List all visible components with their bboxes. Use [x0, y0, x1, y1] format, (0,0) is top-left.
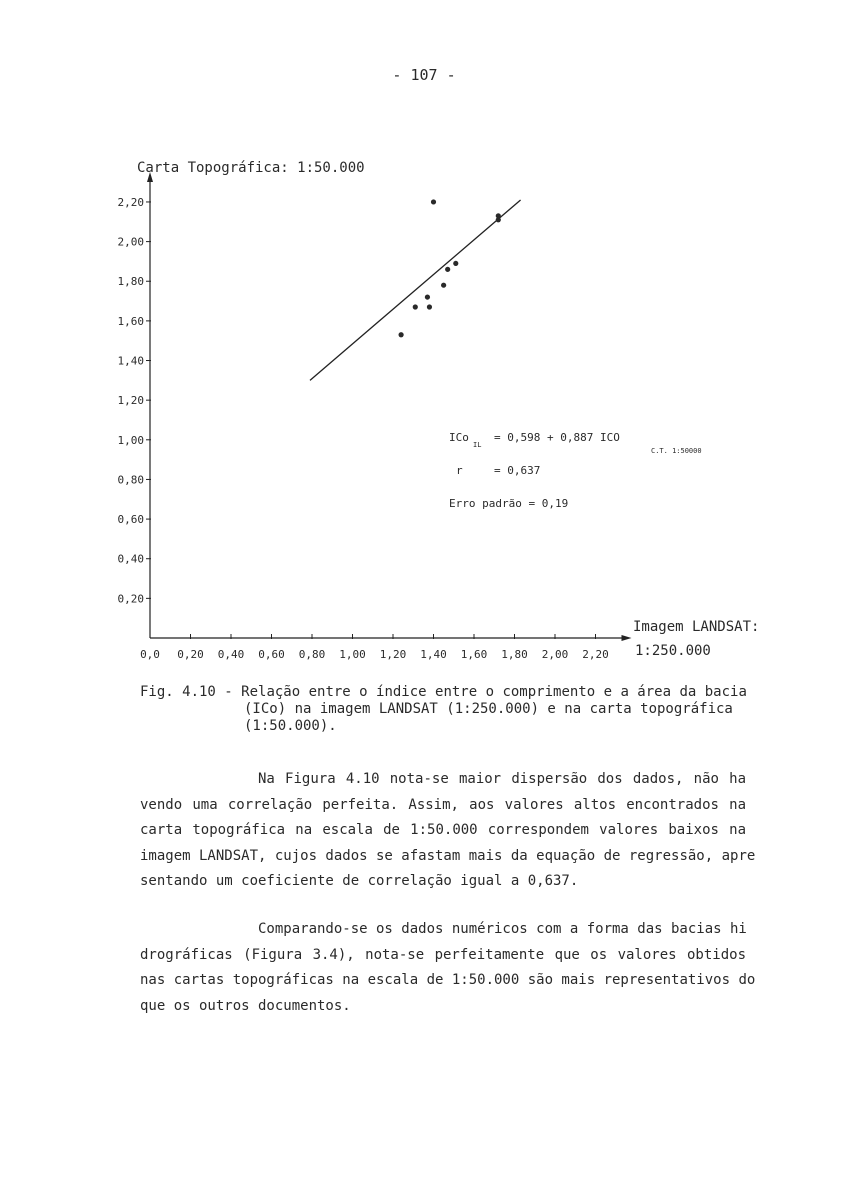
data-point [496, 217, 501, 222]
caption-line-3: (1:50.000). [244, 718, 337, 734]
paragraph-1 [140, 767, 756, 895]
x-tick-label: 0,20 [177, 648, 204, 661]
data-point [441, 283, 446, 288]
regression-line [310, 200, 521, 380]
x-tick-label: 0,60 [258, 648, 285, 661]
data-point [427, 304, 432, 309]
y-axis-ticks [118, 196, 152, 605]
paragraph-1-line: sentando um coeficiente de correlação igual a 0,637. [140, 873, 579, 889]
paragraph-1-line: carta topográfica na escala de 1:50.000 correspondem valores baixos na [140, 822, 746, 838]
paragraph-2 [140, 917, 756, 1019]
x-tick-label: 1,20 [379, 648, 407, 661]
paragraph-1-line: imagem LANDSAT, cujos dados se afastam mais da equação de regressão, apre [140, 847, 756, 864]
y-tick-label: 1,60 [117, 314, 144, 328]
y-tick-label: 1,40 [117, 354, 144, 368]
x-tick-label: 1,40 [420, 648, 447, 661]
y-tick-label: 1,80 [117, 275, 144, 289]
x-tick-label: 1,60 [460, 648, 488, 661]
equation-subscript: IL [473, 441, 482, 449]
y-tick-label: 0,80 [117, 473, 144, 487]
correlation-value: = 0,637 [494, 464, 541, 477]
y-axis-label: Carta Topográfica: 1:50.000 [137, 160, 365, 176]
paragraph-2-line: Comparando-se os dados numéricos com a forma das bacias hi [258, 921, 747, 937]
paragraph-1-line: Na Figura 4.10 nota-se maior dispersão dos dados, não ha [258, 771, 746, 787]
y-tick-label: 0,40 [117, 552, 144, 566]
page-number: - 107 - [392, 66, 456, 84]
data-point [413, 304, 418, 309]
y-tick-label: 1,00 [117, 433, 144, 447]
regression-annotation [449, 431, 702, 510]
figure-caption [140, 684, 750, 735]
data-point [431, 199, 436, 204]
y-tick-label: 2,20 [117, 195, 144, 209]
x-tick-label: 1,00 [339, 648, 366, 661]
data-point [425, 294, 430, 299]
caption-line-1: Relação entre o índice entre o comprimento e a área da bacia [241, 684, 747, 700]
x-tick-label: 0,0 [140, 648, 160, 661]
x-tick-label: 0,80 [298, 648, 326, 661]
x-tick-label: 0,40 [217, 648, 245, 661]
paragraph-1-line: vendo uma correlação perfeita. Assim, aos valores altos encontrados na [140, 796, 746, 813]
correlation-label: r [456, 464, 463, 477]
caption-label: Fig. 4.10 - [140, 684, 233, 700]
caption-line-2: (ICo) na imagem LANDSAT (1:250.000) e na carta topográfica [244, 701, 733, 717]
y-tick-label: 2,00 [117, 235, 144, 249]
y-tick-label: 0,60 [117, 513, 144, 527]
chart-axes [147, 172, 632, 641]
standard-error: Erro padrão = 0,19 [449, 497, 569, 510]
y-tick-label: 0,20 [117, 592, 144, 606]
y-tick-label: 1,20 [117, 394, 144, 408]
paragraph-2-line: drográficas (Figura 3.4), nota-se perfeitamente que os valores obtidos [140, 946, 746, 963]
regression-line-layer [310, 200, 521, 380]
data-points [399, 199, 501, 337]
x-tick-label: 2,00 [541, 648, 569, 661]
x-tick-label: 1,80 [501, 648, 528, 661]
x-axis-arrow [622, 635, 632, 641]
x-axis-label-line1: Imagem LANDSAT: [633, 619, 760, 635]
paragraph-2-line: nas cartas topográficas na escala de 1:50.000 são mais representativos do [140, 972, 756, 988]
equation-text: = 0,598 + 0,887 ICO [494, 431, 620, 444]
data-point [445, 267, 450, 272]
equation-label: ICo [449, 431, 469, 444]
x-tick-label: 2,20 [582, 648, 609, 661]
data-point [399, 332, 404, 337]
paragraph-2-line: que os outros documentos. [140, 997, 351, 1014]
equation-subscript-ct: C.T. 1:50000 [651, 447, 702, 455]
data-point [453, 261, 458, 266]
x-axis-label-line2: 1:250.000 [635, 643, 711, 659]
